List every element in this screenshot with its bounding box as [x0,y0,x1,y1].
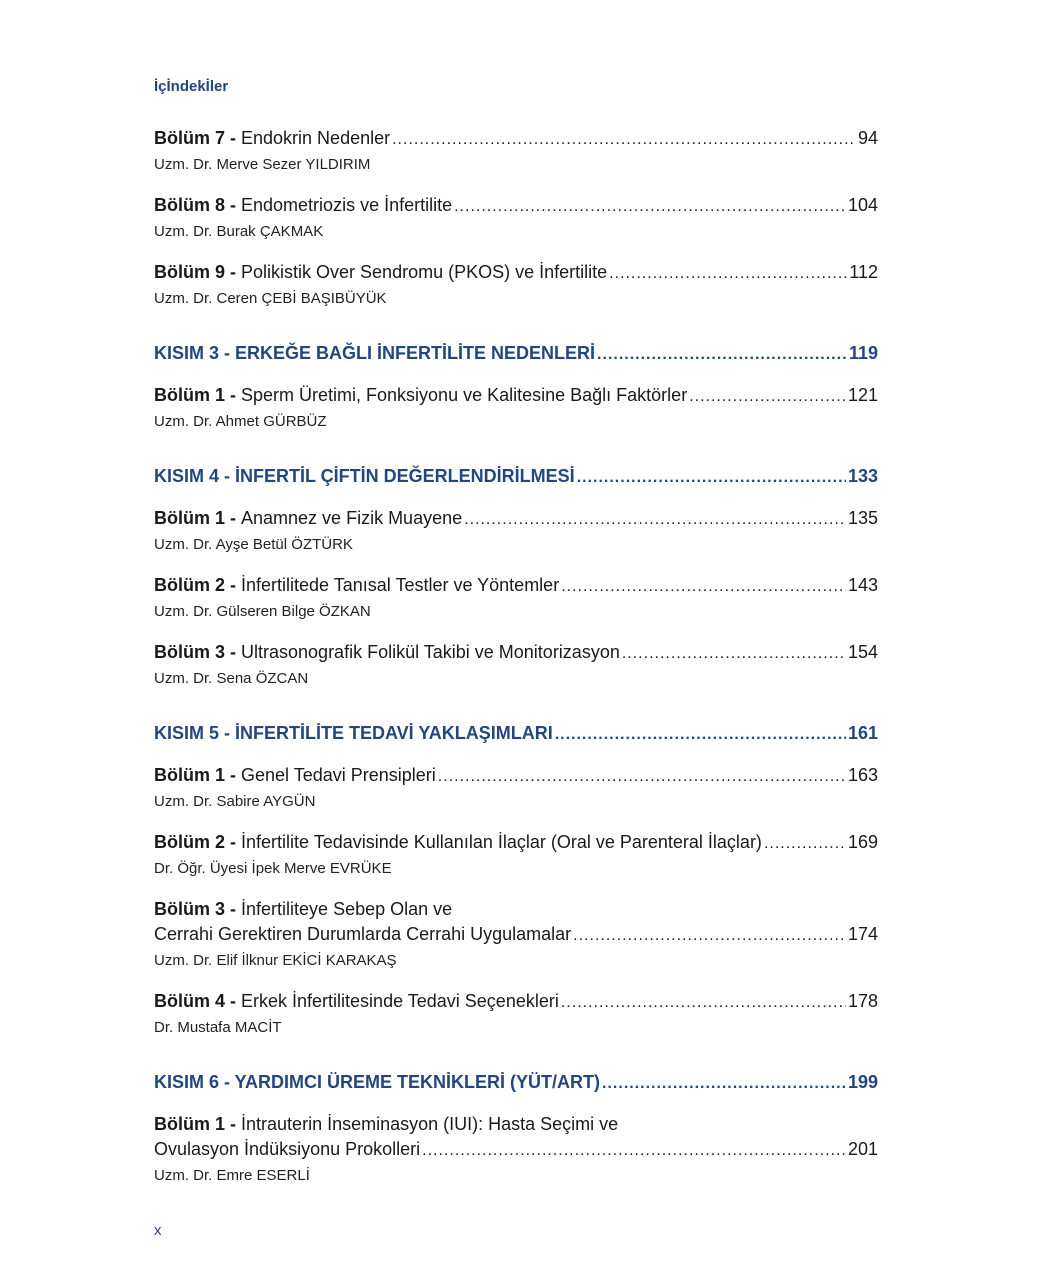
chapter-author: Uzm. Dr. Sabire AYGÜN [154,793,316,810]
toc-chapter-entry [154,383,878,433]
toc-section-heading [154,341,878,367]
section-gap [154,450,878,464]
toc-chapter-entry [154,506,878,556]
toc-line [154,506,878,532]
toc-chapter-entry [154,830,878,880]
page-ref: 178 [847,991,878,1011]
chapter-title: Polikistik Over Sendromu (PKOS) ve İnfertilite [241,262,608,282]
toc-line [154,922,878,948]
toc-line [154,1070,878,1096]
page-ref: 112 [849,262,878,282]
chapter-author: Uzm. Dr. Ceren ÇEBİ BAŞIBÜYÜK [154,290,387,307]
chapter-author: Dr. Mustafa MACİT [154,1019,282,1036]
leader-dots [438,764,846,789]
toc-line-first [154,1112,878,1137]
toc-chapter-entry [154,126,878,176]
chapter-label: Bölüm 2 - [154,832,237,852]
section-gap [154,327,878,341]
toc-line [154,989,878,1015]
page-ref: 121 [847,385,878,405]
toc-line [154,573,878,599]
chapter-author: Uzm. Dr. Ahmet GÜRBÜZ [154,413,327,430]
chapter-author: Uzm. Dr. Merve Sezer YILDIRIM [154,156,371,173]
section-title: KISIM 3 - ERKEĞE BAĞLI İNFERTİLİTE NEDENLERİ [154,343,596,363]
chapter-title: Genel Tedavi Prensipleri [241,765,436,785]
page-ref: 154 [847,642,878,662]
page-number: x [154,1222,162,1239]
toc-section-heading [154,1070,878,1096]
chapter-label: Bölüm 7 - [154,128,237,148]
chapter-label: Bölüm 1 - [154,385,237,405]
chapter-label: Bölüm 3 - [154,642,237,662]
chapter-label: Bölüm 1 - [154,765,237,785]
section-title: KISIM 4 - İNFERTİL ÇİFTİN DEĞERLENDİRİLMESİ [154,466,575,486]
toc-section-heading [154,721,878,747]
chapter-author: Uzm. Dr. Gülseren Bilge ÖZKAN [154,603,371,620]
toc-line [154,126,878,152]
toc-line [154,763,878,789]
leader-dots [392,127,856,152]
chapter-author: Uzm. Dr. Ayşe Betül ÖZTÜRK [154,536,353,553]
section-title: KISIM 6 - YARDIMCI ÜREME TEKNİKLERİ (YÜT/ART) [154,1072,601,1092]
leader-dots [555,722,846,747]
chapter-title: İnfertilite Tedavisinde Kullanılan İlaçlar (Oral ve Parenteral İlaçlar) [241,832,762,852]
chapter-title: Anamnez ve Fizik Muayene [241,508,463,528]
page-ref: 94 [857,128,878,148]
leader-dots [602,1071,846,1096]
chapter-title: Endokrin Nedenler [241,128,391,148]
chapter-title: İnfertilitede Tanısal Testler ve Yöntemler [241,575,560,595]
page-ref: 143 [847,575,878,595]
leader-dots [573,923,846,948]
leader-dots [464,507,846,532]
chapter-title: Erkek İnfertilitesinde Tedavi Seçenekleri [241,991,559,1011]
leader-dots [597,342,847,367]
chapter-author: Uzm. Dr. Sena ÖZCAN [154,670,309,687]
chapter-author: Uzm. Dr. Burak ÇAKMAK [154,223,324,240]
page-ref: 133 [847,466,878,486]
chapter-title: İntrauterin İnseminasyon (IUI): Hasta Seçimi ve [241,1114,619,1134]
section-gap [154,707,878,721]
chapter-author: Uzm. Dr. Elif İlknur EKİCİ KARAKAŞ [154,952,397,969]
table-of-contents [154,126,878,1204]
chapter-label: Bölüm 1 - [154,508,237,528]
toc-chapter-entry [154,260,878,310]
chapter-title-continued: Ovulasyon İndüksiyonu Prokolleri [154,1139,421,1159]
toc-chapter-entry [154,573,878,623]
page-ref: 169 [847,832,878,852]
page-ref: 135 [847,508,878,528]
chapter-title: Ultrasonografik Folikül Takibi ve Monitorizasyon [241,642,620,662]
leader-dots [454,194,846,219]
leader-dots [422,1138,846,1163]
leader-dots [764,831,846,856]
toc-chapter-entry [154,763,878,813]
toc-section-heading [154,464,878,490]
leader-dots [561,574,846,599]
leader-dots [561,990,846,1015]
chapter-author: Uzm. Dr. Emre ESERLİ [154,1167,310,1184]
section-title: KISIM 5 - İNFERTİLİTE TEDAVİ YAKLAŞIMLARI [154,723,553,743]
toc-line [154,260,878,286]
toc-line [154,383,878,409]
chapter-label: Bölüm 1 - [154,1114,237,1134]
page-ref: 104 [847,195,878,215]
leader-dots [622,641,846,666]
page-header-title: İçİndekİler [154,78,229,95]
toc-chapter-entry [154,989,878,1039]
toc-line [154,640,878,666]
leader-dots [689,384,846,409]
chapter-title-continued: Cerrahi Gerektiren Durumlarda Cerrahi Uygulamalar [154,924,572,944]
page-ref: 119 [848,343,878,363]
chapter-label: Bölüm 3 - [154,899,237,919]
chapter-author: Dr. Öğr. Üyesi İpek Merve EVRÜKE [154,860,392,877]
leader-dots [577,465,846,490]
chapter-label: Bölüm 2 - [154,575,237,595]
page-ref: 201 [847,1139,878,1159]
toc-chapter-entry [154,640,878,690]
chapter-title: Endometriozis ve İnfertilite [241,195,453,215]
page-ref: 163 [847,765,878,785]
leader-dots [609,261,847,286]
chapter-label: Bölüm 8 - [154,195,237,215]
toc-line [154,830,878,856]
toc-line [154,193,878,219]
page-ref: 199 [847,1072,878,1092]
chapter-label: Bölüm 4 - [154,991,237,1011]
page-ref: 161 [847,723,878,743]
toc-chapter-entry [154,193,878,243]
page-ref: 174 [847,924,878,944]
toc-line [154,341,878,367]
toc-line-first [154,897,878,922]
section-gap [154,1056,878,1070]
toc-chapter-entry [154,897,878,972]
toc-line [154,1137,878,1163]
chapter-title: Sperm Üretimi, Fonksiyonu ve Kalitesine Bağlı Faktörler [241,385,688,405]
toc-line [154,721,878,747]
chapter-title: İnfertiliteye Sebep Olan ve [241,899,453,919]
chapter-label: Bölüm 9 - [154,262,237,282]
toc-chapter-entry [154,1112,878,1187]
toc-line [154,464,878,490]
